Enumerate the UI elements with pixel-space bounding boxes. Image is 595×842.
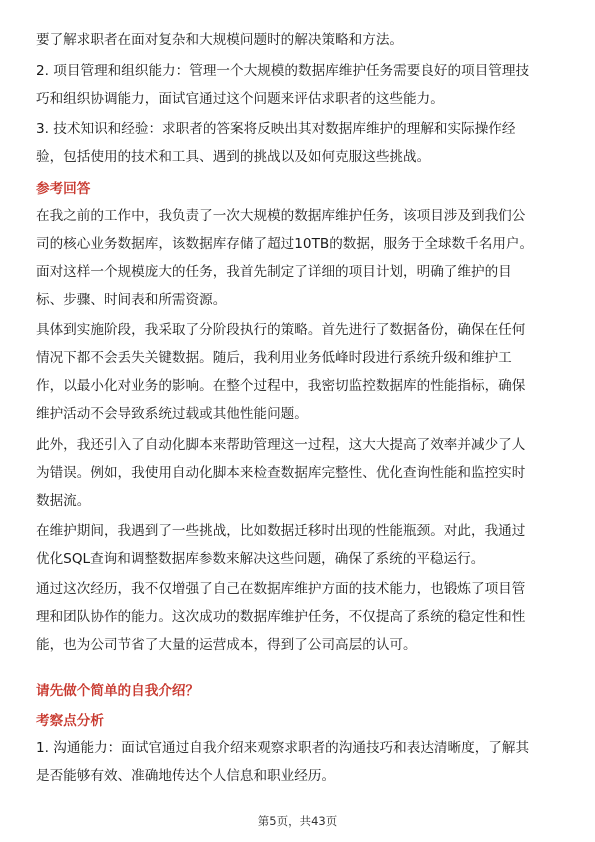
page-number-footer: 第5页，共43页 <box>257 814 338 828</box>
body-line: 巧和组织协调能力，面试官通过这个问题来评估求职者的这些能力。 <box>36 91 444 107</box>
body-line: 通过这次经历，我不仅增强了自己在数据库维护方面的技术能力，也锻炼了项目管 <box>36 581 526 597</box>
body-line: 优化SQL查询和调整数据库参数来解决这些问题，确保了系统的平稳运行。 <box>36 551 485 567</box>
section-heading-analysis: 考察点分析 <box>36 713 104 729</box>
body-line: 作，以最小化对业务的影响。在整个过程中，我密切监控数据库的性能指标，确保 <box>36 378 526 394</box>
body-line: 司的核心业务数据库，该数据库存储了超过10TB的数据，服务于全球数千名用户。 <box>36 236 534 252</box>
body-line: 2. 项目管理和组织能力：管理一个大规模的数据库维护任务需要良好的项目管理技 <box>36 63 530 79</box>
body-line: 具体到实施阶段，我采取了分阶段执行的策略。首先进行了数据备份，确保在任何 <box>36 322 526 338</box>
body-line: 为错误。例如，我使用自动化脚本来检查数据库完整性、优化查询性能和监控实时 <box>36 465 526 481</box>
body-line: 能，也为公司节省了大量的运营成本，得到了公司高层的认可。 <box>36 637 417 653</box>
body-line: 是否能够有效、准确地传达个人信息和职业经历。 <box>36 768 336 784</box>
body-line: 维护活动不会导致系统过载或其他性能问题。 <box>36 406 308 422</box>
section-heading-reference-answer: 参考回答 <box>36 181 91 197</box>
body-line: 标、步骤、时间表和所需资源。 <box>36 292 227 308</box>
body-line: 1. 沟通能力：面试官通过自我介绍来观察求职者的沟通技巧和表达清晰度，了解其 <box>36 740 530 756</box>
body-line: 面对这样一个规模庞大的任务，我首先制定了详细的项目计划，明确了维护的目 <box>36 264 512 280</box>
question-heading: 请先做个简单的自我介绍？ <box>36 683 200 699</box>
body-line: 此外，我还引入了自动化脚本来帮助管理这一过程，这大大提高了效率并减少了人 <box>36 437 526 453</box>
body-line: 3. 技术知识和经验：求职者的答案将反映出其对数据库维护的理解和实际操作经 <box>36 121 516 137</box>
body-line: 验，包括使用的技术和工具、遇到的挑战以及如何克服这些挑战。 <box>36 149 431 165</box>
body-line: 要了解求职者在面对复杂和大规模问题时的解决策略和方法。 <box>36 32 404 48</box>
body-line: 在维护期间，我遇到了一些挑战，比如数据迁移时出现的性能瓶颈。对此，我通过 <box>36 523 526 539</box>
body-line: 情况下都不会丢失关键数据。随后，我利用业务低峰时段进行系统升级和维护工 <box>36 350 512 366</box>
body-line: 数据流。 <box>36 493 91 509</box>
body-line: 理和团队协作的能力。这次成功的数据库维护任务，不仅提高了系统的稳定性和性 <box>36 609 526 625</box>
body-line: 在我之前的工作中，我负责了一次大规模的数据库维护任务，该项目涉及到我们公 <box>36 208 526 224</box>
